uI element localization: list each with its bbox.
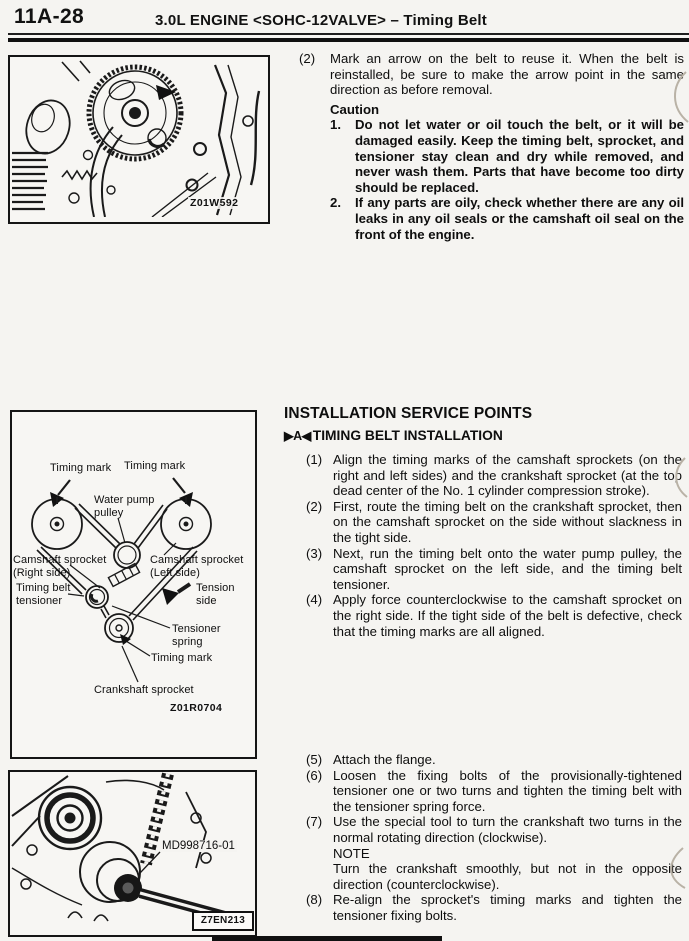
tension-side-arrow-icon <box>162 588 179 605</box>
tool-number-label: MD998716-01 <box>162 840 235 852</box>
label-timing-belt-tensioner: Timing belt tensioner <box>16 582 71 607</box>
step-number: (1) <box>306 452 323 467</box>
installation-step <box>306 752 682 768</box>
figure-belt-arrow-drawing <box>8 55 270 224</box>
step-number: (6) <box>306 767 323 783</box>
step-number: (7) <box>306 814 323 830</box>
installation-subheading <box>284 428 503 445</box>
installation-step <box>306 592 682 639</box>
label-timing-mark-bottom: Timing mark <box>151 652 213 664</box>
caution-title: Caution <box>330 101 380 117</box>
step-number: (2) <box>306 498 323 514</box>
step-text: Attach the flange. <box>333 752 436 767</box>
installation-step <box>306 452 682 499</box>
section-marker-icon: ▶A◀ <box>284 429 311 443</box>
step-number: (8) <box>306 892 323 908</box>
installation-step <box>306 546 682 593</box>
step-number: (2) <box>299 51 316 66</box>
step-text: Use the special tool to turn the crankshaft two turns in the normal rotating direction (clockwise). <box>333 814 682 845</box>
figure-code: Z01W592 <box>190 197 239 209</box>
cutoff-table-edge <box>212 936 442 941</box>
label-timing-mark-right: Timing mark <box>124 460 186 472</box>
label-camshaft-right: Camshaft sprocket (Right side) <box>13 554 107 579</box>
figure-code: Z01R0704 <box>170 702 223 714</box>
figure-timing-diagram <box>10 410 257 759</box>
step-text: First, route the timing belt on the crankshaft sprocket, then on the camshaft sprocket on the side without slackness in the tight side. <box>333 498 682 545</box>
caution-item-text: Do not let water or oil touch the belt, or it will be damaged easily. Keep the timing belt, sprocket, and tensioner stay clean and dry while removed, and never wash them. Parts that have become too dirty should be replaced. <box>355 117 684 195</box>
removal-section <box>294 51 684 242</box>
header-rule-thin <box>8 33 689 35</box>
installation-heading: INSTALLATION SERVICE POINTS <box>284 405 533 422</box>
caution-item <box>330 195 684 242</box>
step-number: (5) <box>306 752 323 767</box>
subheading-text: TIMING BELT INSTALLATION <box>312 428 503 443</box>
step-text: Next, run the timing belt onto the water pump pulley, the camshaft sprocket on the left side, and the timing belt tensioner. <box>333 545 682 592</box>
caution-item-number: 2. <box>330 195 341 211</box>
step-text: Re-align the sprocket's timing marks and tighten the tensioner fixing bolts. <box>333 892 682 923</box>
step-number: (4) <box>306 592 323 608</box>
installation-step <box>306 499 682 546</box>
figure-special-tool-drawing <box>8 770 257 937</box>
label-tension-side: Tension side <box>196 582 235 607</box>
label-camshaft-left: Camshaft sprocket (Left side) <box>150 554 244 579</box>
caution-item-number: 1. <box>330 117 341 133</box>
step-number: (3) <box>306 545 323 561</box>
header-rule-thick <box>8 38 689 42</box>
removal-step <box>294 51 684 98</box>
installation-step <box>306 814 682 892</box>
page-number: 11A-28 <box>14 5 85 28</box>
label-water-pump-pulley: Water pump pulley <box>94 494 155 519</box>
caution-item-text: If any parts are oily, check whether there are any oil leaks in any oil seals or the camshaft oil seal on the front of the engine. <box>355 195 684 242</box>
label-timing-mark-left: Timing mark <box>50 462 112 474</box>
page-title: 3.0L ENGINE <SOHC-12VALVE> – Timing Belt <box>155 12 487 29</box>
label-tensioner-spring: Tensioner spring <box>172 623 221 648</box>
installation-step <box>306 892 682 923</box>
step-text: Align the timing marks of the camshaft sprockets (on the right and left sides) and the crankshaft sprocket (at the top dead center of the No. 1 cylinder compression stroke). <box>333 452 682 499</box>
note-title: NOTE <box>333 845 370 861</box>
label-crankshaft-sprocket: Crankshaft sprocket <box>94 684 194 696</box>
step-text: Apply force counterclockwise to the camshaft sprocket on the right side. If the tight side of the belt is defective, check that the timing marks are all aligned. <box>333 592 682 639</box>
step-text: Mark an arrow on the belt to reuse it. When the belt is reinstalled, be sure to make the arrow point in the same direction as before removal. <box>330 51 684 98</box>
caution-block <box>330 102 684 242</box>
note-text: Turn the crankshaft smoothly, but not in the opposite direction (counterclockwise). <box>333 861 682 892</box>
step-text: Loosen the fixing bolts of the provisionally-tightened tensioner one or two turns and tighten the timing belt with the tensioner spring force. <box>333 767 682 814</box>
installation-step <box>306 768 682 815</box>
figure-code: Z7EN213 <box>192 911 254 931</box>
installation-steps <box>306 452 682 639</box>
note-block <box>333 846 682 893</box>
caution-item <box>330 117 684 195</box>
belt-direction-arrow-icon <box>156 85 176 100</box>
installation-steps-continued <box>306 752 682 924</box>
engine-line-art <box>10 57 263 217</box>
